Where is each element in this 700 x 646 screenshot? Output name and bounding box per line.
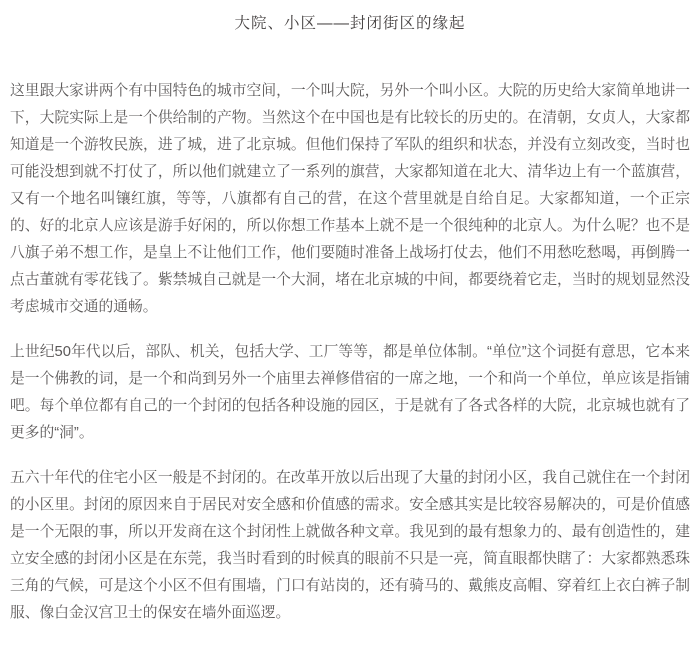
article-paragraph-2: 上世纪50年代以后，部队、机关，包括大学、工厂等等，都是单位体制。“单位”这个词挺有意思，它本来是一个佛教的词，是一个和尚到另外一个庙里去禅修借宿的一席之地，一个和尚一个单位，单应该是指铺吧。每个单位都有自己的一个封闭的包括各种设施的园区，于是就有了各式各样的大院，北京城也就有了更多的“洞”。 bbox=[10, 344, 690, 441]
article-title: 大院、小区——封闭街区的缘起 bbox=[234, 15, 466, 32]
article-paragraph-1: 这里跟大家讲两个有中国特色的城市空间，一个叫大院，另外一个叫小区。大院的历史给大家简单地讲一下，大院实际上是一个供给制的产物。当然这个在中国也是有比较长的历史的。在清朝，女贞人，大家都知道是一个游牧民族，进了城，进了北京城。但他们保持了军队的组织和状态，并没有立刻改变，当时也可能没想到就不打仗了，所以他们就建立了一系列的旗营，大家都知道在北大、清华边上有一个蓝旗营，又有一个地名叫镶红旗，等等，八旗都有自己的营，在这个营里就是自给自足。大家都知道，一个正宗的、好的北京人应该是游手好闲的，所以你想工作基本上就不是一个很纯种的北京人。为什么呢？也不是八旗子弟不想工作，是皇上不让他们工作，他们要随时准备上战场打仗去，他们不用愁吃愁喝，再倒腾一点古董就有零花钱了。紫禁城自己就是一个大洞，堵在北京城的中间，都要绕着它走，当时的规划显然没考虑城市交通的通畅。 bbox=[10, 83, 690, 315]
article-page bbox=[0, 13, 700, 646]
article-paragraph-3: 五六十年代的住宅小区一般是不封闭的。在改革开放以后出现了大量的封闭小区，我自己就住在一个封闭的小区里。封闭的原因来自于居民对安全感和价值感的需求。安全感其实是比较容易解决的，可是价值感是一个无限的事，所以开发商在这个封闭性上就做各种文章。我见到的最有想象力的、最有创造性的，建立安全感的封闭小区是在东莞，我当时看到的时候真的眼前不只是一亮，简直眼都快瞎了：大家都熟悉珠三角的气候，可是这个小区不但有围墙，门口有站岗的，还有骑马的、戴熊皮高帽、穿着红上衣白裤子制服、像白金汉宫卫士的保安在墙外面巡逻。 bbox=[10, 470, 690, 621]
article-body bbox=[10, 78, 690, 627]
